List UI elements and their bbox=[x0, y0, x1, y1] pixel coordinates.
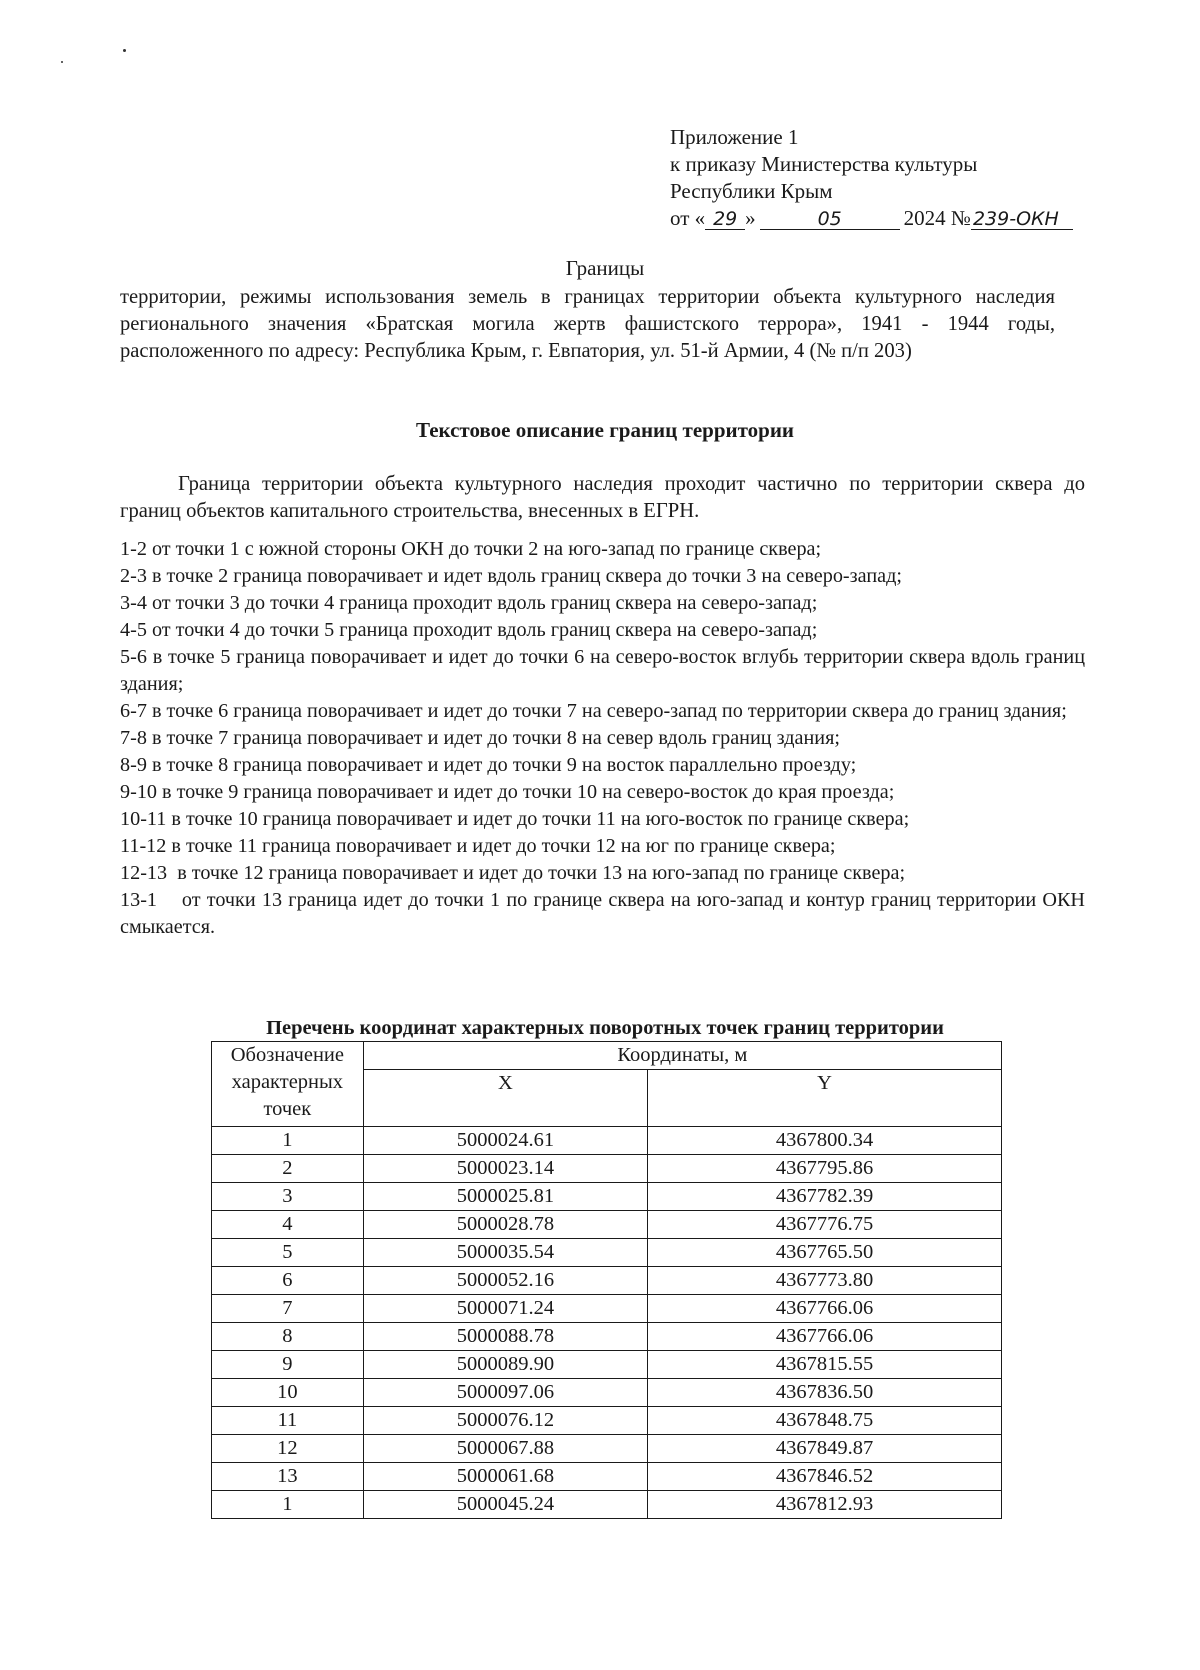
table-row bbox=[212, 1295, 1002, 1323]
cell-x: 5000023.14 bbox=[363, 1155, 647, 1183]
cell-y: 4367812.93 bbox=[648, 1491, 1002, 1519]
cell-x: 5000028.78 bbox=[363, 1211, 647, 1239]
cell-y: 4367776.75 bbox=[648, 1211, 1002, 1239]
segment-line: 10-11 в точке 10 граница поворачивает и идет до точки 11 на юго-восток по границе сквера; bbox=[120, 808, 910, 830]
segment-line: 8-9 в точке 8 граница поворачивает и идет до точки 9 на восток параллельно проезду; bbox=[120, 754, 857, 776]
cell-y: 4367848.75 bbox=[648, 1407, 1002, 1435]
segment-line: 2-3 в точке 2 граница поворачивает и идет вдоль границ сквера до точки 3 на северо-запад; bbox=[120, 565, 902, 587]
cell-point: 7 bbox=[212, 1295, 364, 1323]
coordinates-table bbox=[211, 1041, 1002, 1519]
cell-point: 5 bbox=[212, 1239, 364, 1267]
document-subject: территории, режимы использования земель в границах территории объекта культурного наследия регионального значения «Братская могила жертв фашистского террора», 1941 - 1944 годы, расположенного по адресу: Республика Крым, г. Евпатория, ул. 51-й Армии, 4 (№ п/п 203) bbox=[120, 286, 1055, 362]
appendix-title: Приложение 1 bbox=[670, 125, 799, 149]
intro-paragraph: Граница территории объекта культурного наследия проходит частично по территории сквера до границ объектов капитального строительства, внесенных в ЕГРН. bbox=[120, 473, 1085, 522]
cell-y: 4367765.50 bbox=[648, 1239, 1002, 1267]
segment-line: 12-13 в точке 12 граница поворачивает и идет до точки 13 на юго-запад по границе сквера; bbox=[120, 862, 906, 884]
cell-y: 4367766.06 bbox=[648, 1295, 1002, 1323]
cell-y: 4367800.34 bbox=[648, 1127, 1002, 1155]
date-year: 2024 № bbox=[903, 206, 971, 230]
table-header-row bbox=[212, 1042, 1002, 1070]
table-row bbox=[212, 1267, 1002, 1295]
appendix-republic: Республики Крым bbox=[670, 179, 833, 203]
cell-x: 5000035.54 bbox=[363, 1239, 647, 1267]
cell-x: 5000089.90 bbox=[363, 1351, 647, 1379]
cell-point: 8 bbox=[212, 1323, 364, 1351]
cell-point: 12 bbox=[212, 1435, 364, 1463]
cell-x: 5000045.24 bbox=[363, 1491, 647, 1519]
table-row bbox=[212, 1407, 1002, 1435]
cell-x: 5000052.16 bbox=[363, 1267, 647, 1295]
cell-x: 5000071.24 bbox=[363, 1295, 647, 1323]
cell-x: 5000067.88 bbox=[363, 1435, 647, 1463]
table-row bbox=[212, 1183, 1002, 1211]
segment-line: 5-6 в точке 5 граница поворачивает и идет до точки 6 на северо-восток вглубь территории сквера вдоль границ здания; bbox=[120, 646, 1085, 695]
cell-x: 5000088.78 bbox=[363, 1323, 647, 1351]
section-title: Текстовое описание границ территории bbox=[415, 418, 795, 442]
cell-y: 4367836.50 bbox=[648, 1379, 1002, 1407]
cell-point: 1 bbox=[212, 1127, 364, 1155]
cell-y: 4367849.87 bbox=[648, 1435, 1002, 1463]
table-row bbox=[212, 1155, 1002, 1183]
cell-y: 4367815.55 bbox=[648, 1351, 1002, 1379]
table-row bbox=[212, 1463, 1002, 1491]
cell-point: 10 bbox=[212, 1379, 364, 1407]
appendix-order-ref: к приказу Министерства культуры bbox=[670, 152, 978, 176]
segment-line: 4-5 от точки 4 до точки 5 граница проходит вдоль границ сквера на северо-запад; bbox=[120, 619, 818, 641]
scan-speck bbox=[61, 61, 63, 63]
segment-line: 6-7 в точке 6 граница поворачивает и идет до точки 7 на северо-запад по территории сквера до границ здания; bbox=[120, 700, 1067, 722]
segment-line: 7-8 в точке 7 граница поворачивает и идет до точки 8 на север вдоль границ здания; bbox=[120, 727, 840, 749]
header-x: X bbox=[363, 1070, 647, 1127]
cell-point: 11 bbox=[212, 1407, 364, 1435]
segment-line: 1-2 от точки 1 с южной стороны ОКН до точки 2 на юго-запад по границе сквера; bbox=[120, 538, 822, 560]
cell-x: 5000025.81 bbox=[363, 1183, 647, 1211]
table-title: Перечень координат характерных поворотных точек границ территории bbox=[266, 1017, 944, 1039]
boundary-description bbox=[120, 536, 1091, 941]
table-row bbox=[212, 1379, 1002, 1407]
appendix-block bbox=[670, 124, 1110, 232]
header-coordinates: Координаты, м bbox=[363, 1042, 1001, 1070]
segment-line: 3-4 от точки 3 до точки 4 граница проходит вдоль границ сквера на северо-запад; bbox=[120, 592, 818, 614]
cell-y: 4367773.80 bbox=[648, 1267, 1002, 1295]
table-row bbox=[212, 1127, 1002, 1155]
cell-x: 5000024.61 bbox=[363, 1127, 647, 1155]
date-day-suffix: » bbox=[745, 206, 756, 230]
table-row bbox=[212, 1323, 1002, 1351]
date-prefix: от « bbox=[670, 206, 706, 230]
cell-y: 4367795.86 bbox=[648, 1155, 1002, 1183]
cell-point: 6 bbox=[212, 1267, 364, 1295]
table-row bbox=[212, 1491, 1002, 1519]
cell-point: 9 bbox=[212, 1351, 364, 1379]
handwritten-day: 29 bbox=[705, 209, 745, 230]
cell-y: 4367846.52 bbox=[648, 1463, 1002, 1491]
cell-point: 4 bbox=[212, 1211, 364, 1239]
cell-point: 2 bbox=[212, 1155, 364, 1183]
table-row bbox=[212, 1351, 1002, 1379]
table-row bbox=[212, 1239, 1002, 1267]
cell-x: 5000076.12 bbox=[363, 1407, 647, 1435]
cell-x: 5000097.06 bbox=[363, 1379, 647, 1407]
table-row bbox=[212, 1211, 1002, 1239]
handwritten-order-number: 239-ОКН bbox=[971, 209, 1073, 230]
cell-x: 5000061.68 bbox=[363, 1463, 647, 1491]
segment-line: 11-12 в точке 11 граница поворачивает и идет до точки 12 на юг по границе сквера; bbox=[120, 835, 836, 857]
cell-y: 4367782.39 bbox=[648, 1183, 1002, 1211]
cell-y: 4367766.06 bbox=[648, 1323, 1002, 1351]
table-body bbox=[212, 1127, 1002, 1519]
header-point-designation: Обозначение характерных точек bbox=[212, 1042, 364, 1127]
segment-line: 13-1 от точки 13 граница идет до точки 1 по границе сквера на юго-запад и контур границ территории ОКН смыкается. bbox=[120, 889, 1091, 938]
cell-point: 3 bbox=[212, 1183, 364, 1211]
document-heading: Границы bbox=[565, 256, 645, 280]
table-row bbox=[212, 1435, 1002, 1463]
handwritten-month: 05 bbox=[760, 209, 900, 230]
header-y: Y bbox=[648, 1070, 1002, 1127]
segment-line: 9-10 в точке 9 граница поворачивает и идет до точки 10 на северо-восток до края проезда; bbox=[120, 781, 895, 803]
appendix-date-line bbox=[670, 205, 1110, 232]
scan-speck bbox=[123, 49, 126, 52]
cell-point: 13 bbox=[212, 1463, 364, 1491]
cell-point: 1 bbox=[212, 1491, 364, 1519]
